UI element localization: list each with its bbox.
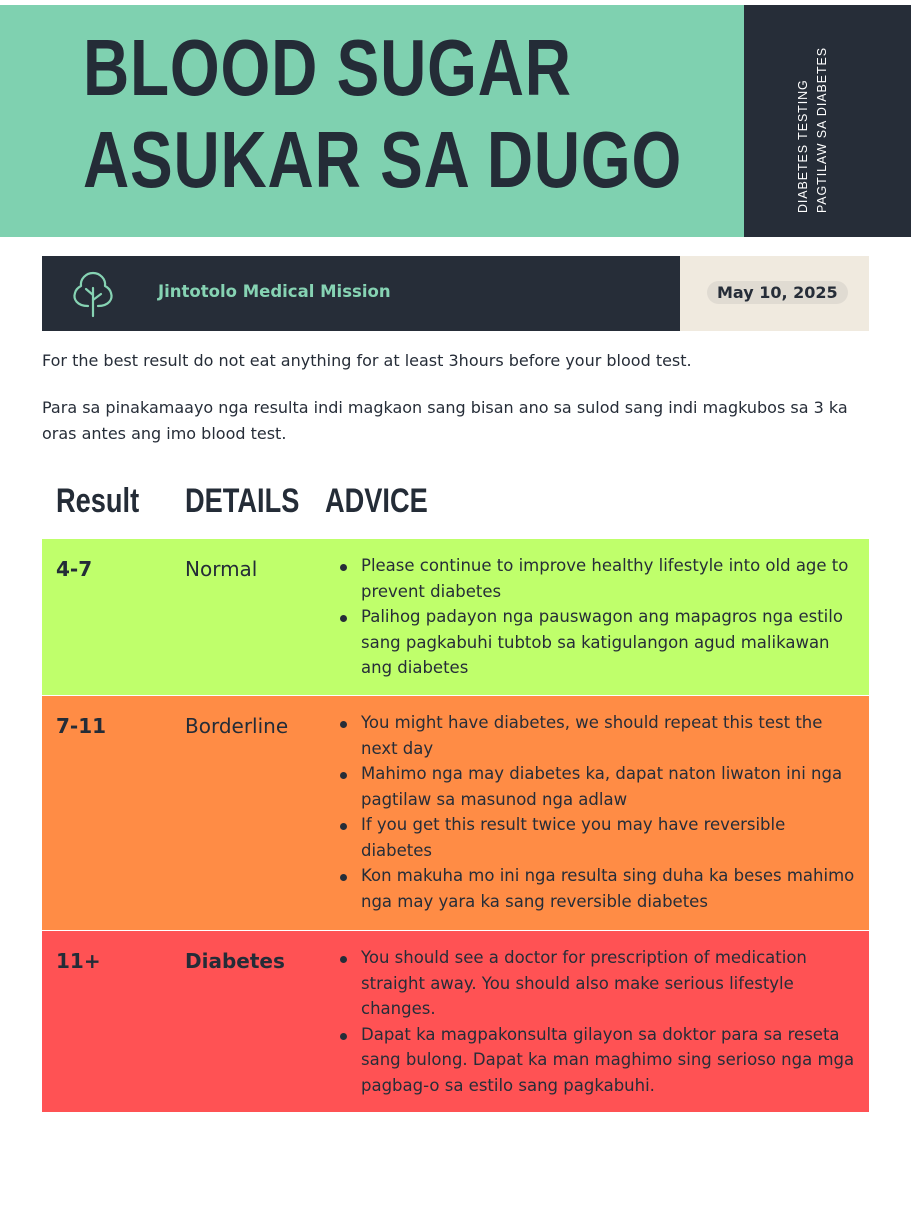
instruction-english: For the best result do not eat anything for at least 3hours before your blood test. [42,351,692,370]
result-range: 7-11 [56,714,107,738]
result-range: 11+ [56,949,101,973]
table-row-diabetes [42,931,869,1112]
title-line-1: BLOOD SUGAR [83,23,572,112]
advice-item: Palihog padayon nga pauswagon ang mapagros nga estilo sang pagkabuhi tubtob sa katigulangon agud malikawan ang diabetes [338,604,858,681]
side-label [794,47,832,213]
side-label-line-1: DIABETES TESTING [796,79,810,213]
tree-icon [70,270,116,318]
column-header-result: Result [56,482,140,520]
advice-item: Kon makuha mo ini nga resulta sing duha ka beses mahimo nga may yara ka sang reversible diabetes [338,863,858,914]
event-date: May 10, 2025 [707,281,848,304]
advice-list [338,553,858,681]
mission-name: Jintotolo Medical Mission [158,282,391,301]
advice-list [338,945,858,1098]
instruction-hiligaynon: Para sa pinakamaayo nga resulta indi magkaon sang bisan ano sa sulod sang indi magkubos sa 3 ka oras antes ang imo blood test. [42,398,848,443]
advice-item: If you get this result twice you may have reversible diabetes [338,812,858,863]
result-details: Diabetes [185,949,285,973]
result-details: Borderline [185,714,289,738]
result-details: Normal [185,557,258,581]
advice-item: You should see a doctor for prescription of medication straight away. You should also make serious lifestyle changes. [338,945,858,1022]
advice-item: Dapat ka magpakonsulta gilayon sa doktor para sa reseta sang bulong. Dapat ka man maghimo sing serioso nga mga pagbag-o sa estilo sang pagkabuhi. [338,1022,858,1099]
result-range: 4-7 [56,557,93,581]
table-row-normal [42,539,869,695]
column-header-details: DETAILS [185,482,300,520]
table-row-borderline [42,696,869,930]
title-line-2: ASUKAR SA DUGO [83,115,683,204]
side-label-line-2: PAGTILAW SA DIABETES [815,47,829,213]
column-header-advice: ADVICE [325,482,428,520]
advice-item: Mahimo nga may diabetes ka, dapat naton liwaton ini nga pagtilaw sa masunod nga adlaw [338,761,858,812]
advice-list [338,710,858,914]
advice-item: Please continue to improve healthy lifestyle into old age to prevent diabetes [338,553,858,604]
advice-item: You might have diabetes, we should repeat this test the next day [338,710,858,761]
page-title [83,22,682,206]
